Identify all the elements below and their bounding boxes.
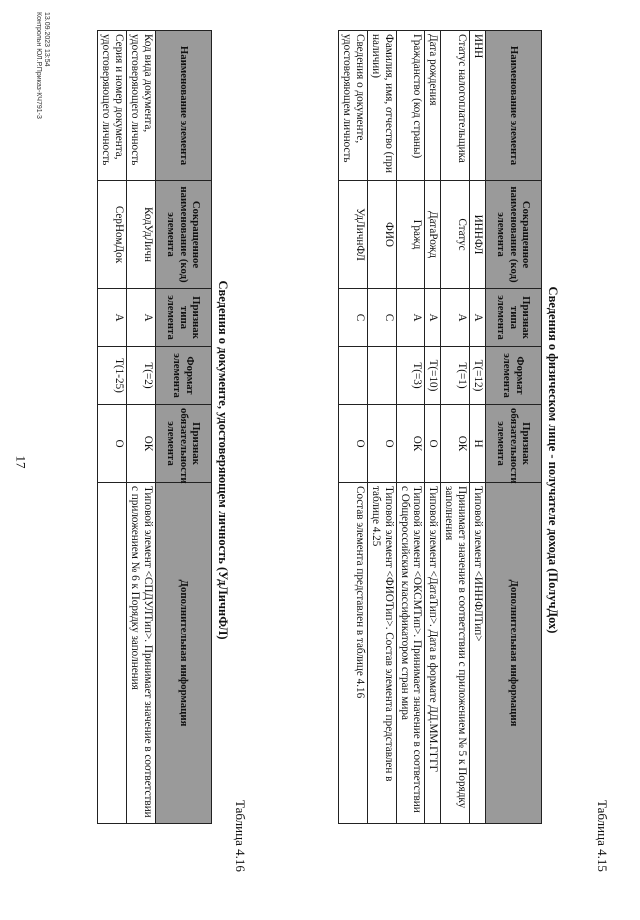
cell-required-flag: О xyxy=(98,405,127,483)
cell-type-flag: А xyxy=(127,289,156,347)
header-format: Формат элемента xyxy=(486,347,542,405)
cell-element-name: Гражданство (код страны) xyxy=(396,31,425,181)
footer-timestamp: 13.09.2023 13:54 xyxy=(43,12,50,67)
table-4-15 xyxy=(338,30,542,824)
cell-short-name: ФИО xyxy=(368,181,397,289)
cell-additional-info: Типовой элемент <ОКСМТип>. Принимает значение в соответствии с Общероссийским классификатором стран мира xyxy=(396,483,425,824)
cell-type-flag: А xyxy=(470,289,486,347)
table-4-15-id: Таблица 4.15 xyxy=(595,800,610,872)
header-element-name: Наименование элемента xyxy=(486,31,542,181)
cell-type-flag: А xyxy=(425,289,441,347)
cell-type-flag: С xyxy=(368,289,397,347)
cell-additional-info: Состав элемента представлен в таблице 4.16 xyxy=(339,483,368,824)
footer-doc-ref: Контрольн ЮЛ.Р.Приказ-КЧ791-3 xyxy=(34,12,42,119)
cell-additional-info: Типовой элемент <ФИОТип>. Состав элемента представлен в таблице 4.25 xyxy=(368,483,397,824)
header-additional-info: Дополнительная информация xyxy=(156,483,212,824)
cell-additional-info: Принимает значение в соответствии с приложением № 5 к Порядку заполнения xyxy=(441,483,470,824)
header-type-flag: Признак типа элемента xyxy=(486,289,542,347)
cell-format: Т(=2) xyxy=(127,347,156,405)
table-4-15-title: Сведения о физическом лице - получателе дохода (ПолучДох) xyxy=(546,286,560,634)
header-additional-info: Дополнительная информация xyxy=(486,483,542,824)
header-short-name: Сокращенное наименование (код) элемента xyxy=(486,181,542,289)
table-row xyxy=(396,31,425,824)
header-format: Формат элемента xyxy=(156,347,212,405)
cell-element-name: Код вида документа, удостоверяющего личность xyxy=(127,31,156,181)
cell-additional-info: Типовой элемент <ДатаТип>. Дата в формате ДД.ММ.ГГГГ xyxy=(425,483,441,824)
cell-short-name: КодУдЛичн xyxy=(127,181,156,289)
cell-short-name: УдЛичнФЛ xyxy=(339,181,368,289)
cell-required-flag: О xyxy=(368,405,397,483)
cell-type-flag: А xyxy=(441,289,470,347)
table-header-row xyxy=(486,31,542,824)
cell-additional-info xyxy=(98,483,127,824)
header-element-name: Наименование элемента xyxy=(156,31,212,181)
cell-format: Т(=12) xyxy=(470,347,486,405)
table-row xyxy=(127,31,156,824)
footer-stamp xyxy=(33,12,50,119)
cell-required-flag: Н xyxy=(470,405,486,483)
cell-required-flag: ОК xyxy=(441,405,470,483)
cell-type-flag: А xyxy=(98,289,127,347)
table-row xyxy=(339,31,368,824)
table-4-16-title: Сведения о документе, удостоверяющем личность (УдЛичнФЛ) xyxy=(216,280,230,640)
cell-required-flag: ОК xyxy=(396,405,425,483)
cell-short-name: ИННФЛ xyxy=(470,181,486,289)
cell-required-flag: О xyxy=(339,405,368,483)
table-row xyxy=(368,31,397,824)
cell-short-name: Статус xyxy=(441,181,470,289)
cell-short-name: ДатаРожд xyxy=(425,181,441,289)
cell-additional-info: Типовой элемент <СПДУЛТип>. Принимает значение в соответствии с приложением № 6 к Порядку заполнения xyxy=(127,483,156,824)
cell-type-flag: С xyxy=(339,289,368,347)
cell-short-name: СерНомДок xyxy=(98,181,127,289)
cell-element-name: Серия и номер документа, удостоверяющего личность xyxy=(98,31,127,181)
cell-format xyxy=(368,347,397,405)
cell-short-name: Гражд xyxy=(396,181,425,289)
table-row xyxy=(425,31,441,824)
header-short-name: Сокращенное наименование (код) элемента xyxy=(156,181,212,289)
cell-additional-info: Типовой элемент <ИННФЛТип> xyxy=(470,483,486,824)
cell-element-name: Сведения о документе, удостоверяющем личность xyxy=(339,31,368,181)
cell-type-flag: А xyxy=(396,289,425,347)
cell-format: Т(=10) xyxy=(425,347,441,405)
cell-required-flag: ОК xyxy=(127,405,156,483)
cell-format: Т(1-25) xyxy=(98,347,127,405)
cell-element-name: Статус налогоплательщика xyxy=(441,31,470,181)
page-number: 17 xyxy=(13,455,29,469)
table-row xyxy=(98,31,127,824)
header-type-flag: Признак типа элемента xyxy=(156,289,212,347)
cell-element-name: Фамилия, имя, отчество (при наличии) xyxy=(368,31,397,181)
cell-format: Т(=1) xyxy=(441,347,470,405)
cell-required-flag: О xyxy=(425,405,441,483)
table-4-16 xyxy=(98,30,213,824)
table-row xyxy=(470,31,486,824)
table-4-16-id: Таблица 4.16 xyxy=(233,800,248,872)
header-required-flag: Признак обязательности элемента xyxy=(156,405,212,483)
table-row xyxy=(441,31,470,824)
cell-element-name: Дата рождения xyxy=(425,31,441,181)
header-required-flag: Признак обязательности элемента xyxy=(486,405,542,483)
cell-format: Т(=3) xyxy=(396,347,425,405)
cell-element-name: ИНН xyxy=(470,31,486,181)
table-header-row xyxy=(156,31,212,824)
cell-format xyxy=(339,347,368,405)
